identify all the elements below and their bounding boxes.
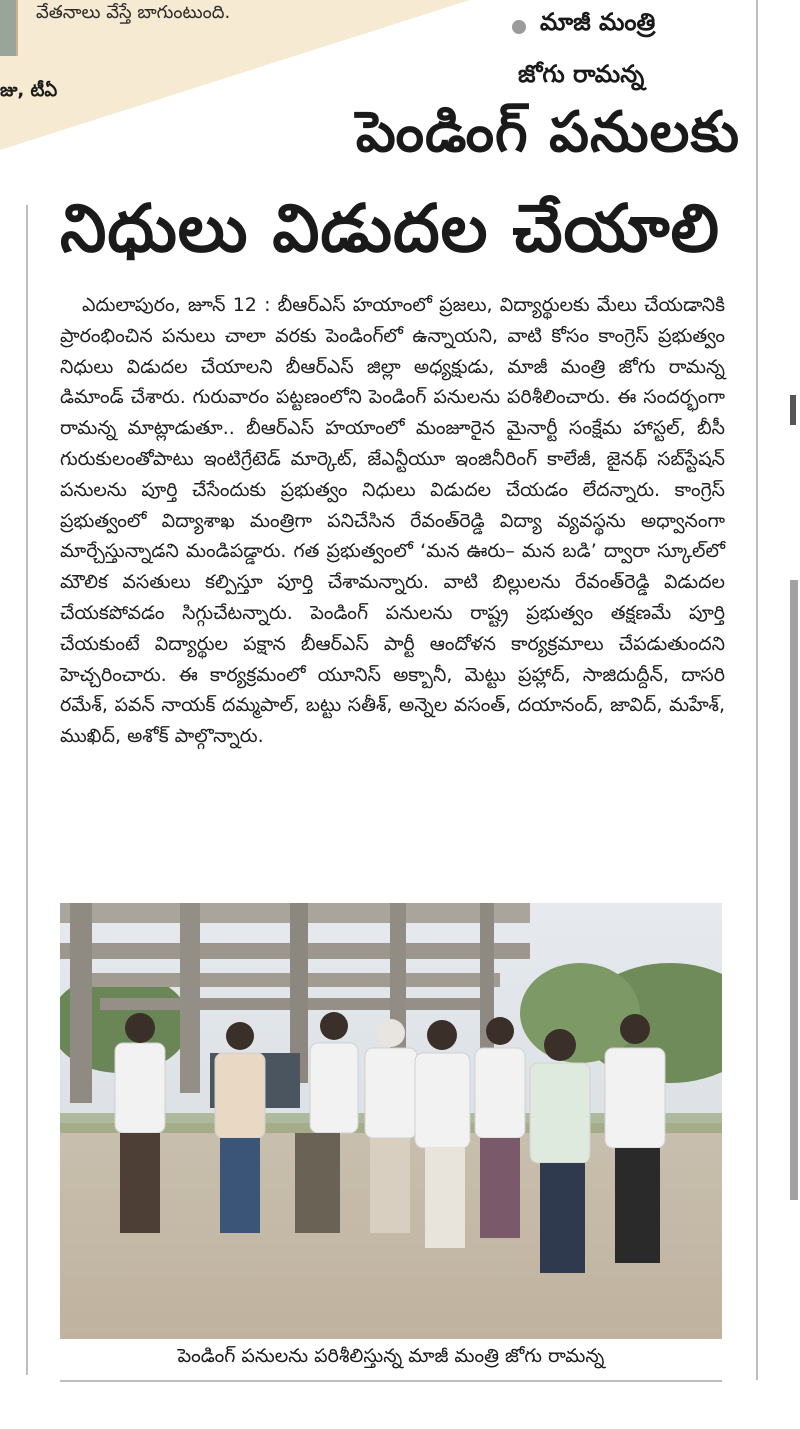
headline-line-2: నిధులు విడుదల చేయాలి	[60, 190, 720, 267]
headline-line-1: పెండింగ్ పనులకు	[355, 100, 740, 165]
column-divider-right	[756, 0, 758, 1380]
bullet-icon	[512, 20, 526, 34]
article-body: ఎదులాపురం, జూన్ 12 : బీఆర్ఎస్ హయాంలో ప్రజలు, విద్యార్థులకు మేలు చేయడానికి ప్రారంభించిన పనులు చాలా వరకు పెండింగ్‌లో ఉన్నాయని, వాటి కోసం కాంగ్రెస్ ప్రభుత్వం నిధులు విడుదల చేయాలని బీఆర్ఎస్ జిల్లా అధ్యక్షుడు, మాజీ మంత్రి జోగు రామన్న డిమాండ్ చేశారు. గురువారం పట్టణంలోని పెండింగ్ పనులను పరిశీలించారు. ఈ సందర్భంగా రామన్న మాట్లాడుతూ.. బీఆర్ఎస్ హయాంలో మంజూరైన మైనార్టీ సంక్షేమ హాస్టల్, బీసీ గురుకులంతోపాటు ఇంటిగ్రేటెడ్ మార్కెట్, జేఎన్టీయూ ఇంజినీరింగ్ కాలేజీ, జైనథ్ సబ్‌స్టేషన్ పనులను పూర్తి చేసేందుకు ప్రభుత్వం నిధులు విడుదల చేయడం లేదన్నారు. కాంగ్రెస్ ప్రభుత్వంలో విద్యాశాఖ మంత్రిగా పనిచేసిన రేవంత్‌రెడ్డి విద్యా వ్యవస్థను అధ్వానంగా మార్చేస్తున్నాడని మండిపడ్డారు. గత ప్రభుత్వంలో ‘మన ఊరు– మన బడి’ ద్వారా స్కూల్‌లో మౌలిక వసతులు కల్పిస్తూ పూర్తి చేశామన్నారు. వాటి బిల్లులను రేవంత్‌రెడ్డి విడుదల చేయకపోవడం సిగ్గుచేటన్నారు. పెండింగ్ పనులను రాష్ట్ర ప్రభుత్వం తక్షణమే పూర్తి చేయకుంటే విద్యార్థుల పక్షాన బీఆర్ఎస్ పార్టీ ఆందోళన కార్యక్రమాలు చేపడుతుందని హెచ్చరించారు. ఈ కార్యక్రమంలో యూనిస్ అక్బానీ, మెట్టు ప్రహ్లాద్, సాజిదుద్దీన్, దాసరి రమేశ్, పవన్ నాయక్ దమ్మపాల్, బట్టు సతీశ్, అన్నెల వసంత్, దయానంద్, జావిద్, మహేశ్, ముఖిద్, అశోక్ పాల్గొన్నారు.	[60, 294, 725, 748]
caption-divider	[60, 1380, 722, 1382]
neighbor-column-text-edge	[790, 580, 798, 1200]
kicker-line-2: జోగు రామన్న	[518, 60, 645, 88]
previous-article-photo-edge	[0, 0, 18, 56]
previous-article-signature: జు, టీఏ	[0, 80, 58, 101]
photo-caption: పెండింగ్ పనులను పరిశీలిస్తున్న మాజీ మంత్రి జోగు రామన్న	[177, 1345, 605, 1367]
kicker-line-1: మాజీ మంత్రి	[540, 8, 656, 36]
neighbor-column-fragment	[790, 395, 796, 425]
article-photo	[60, 903, 722, 1339]
previous-article-text: వేతనాలు వేస్తే బాగుంటుంది.	[36, 2, 231, 23]
column-divider-left	[26, 205, 28, 1375]
